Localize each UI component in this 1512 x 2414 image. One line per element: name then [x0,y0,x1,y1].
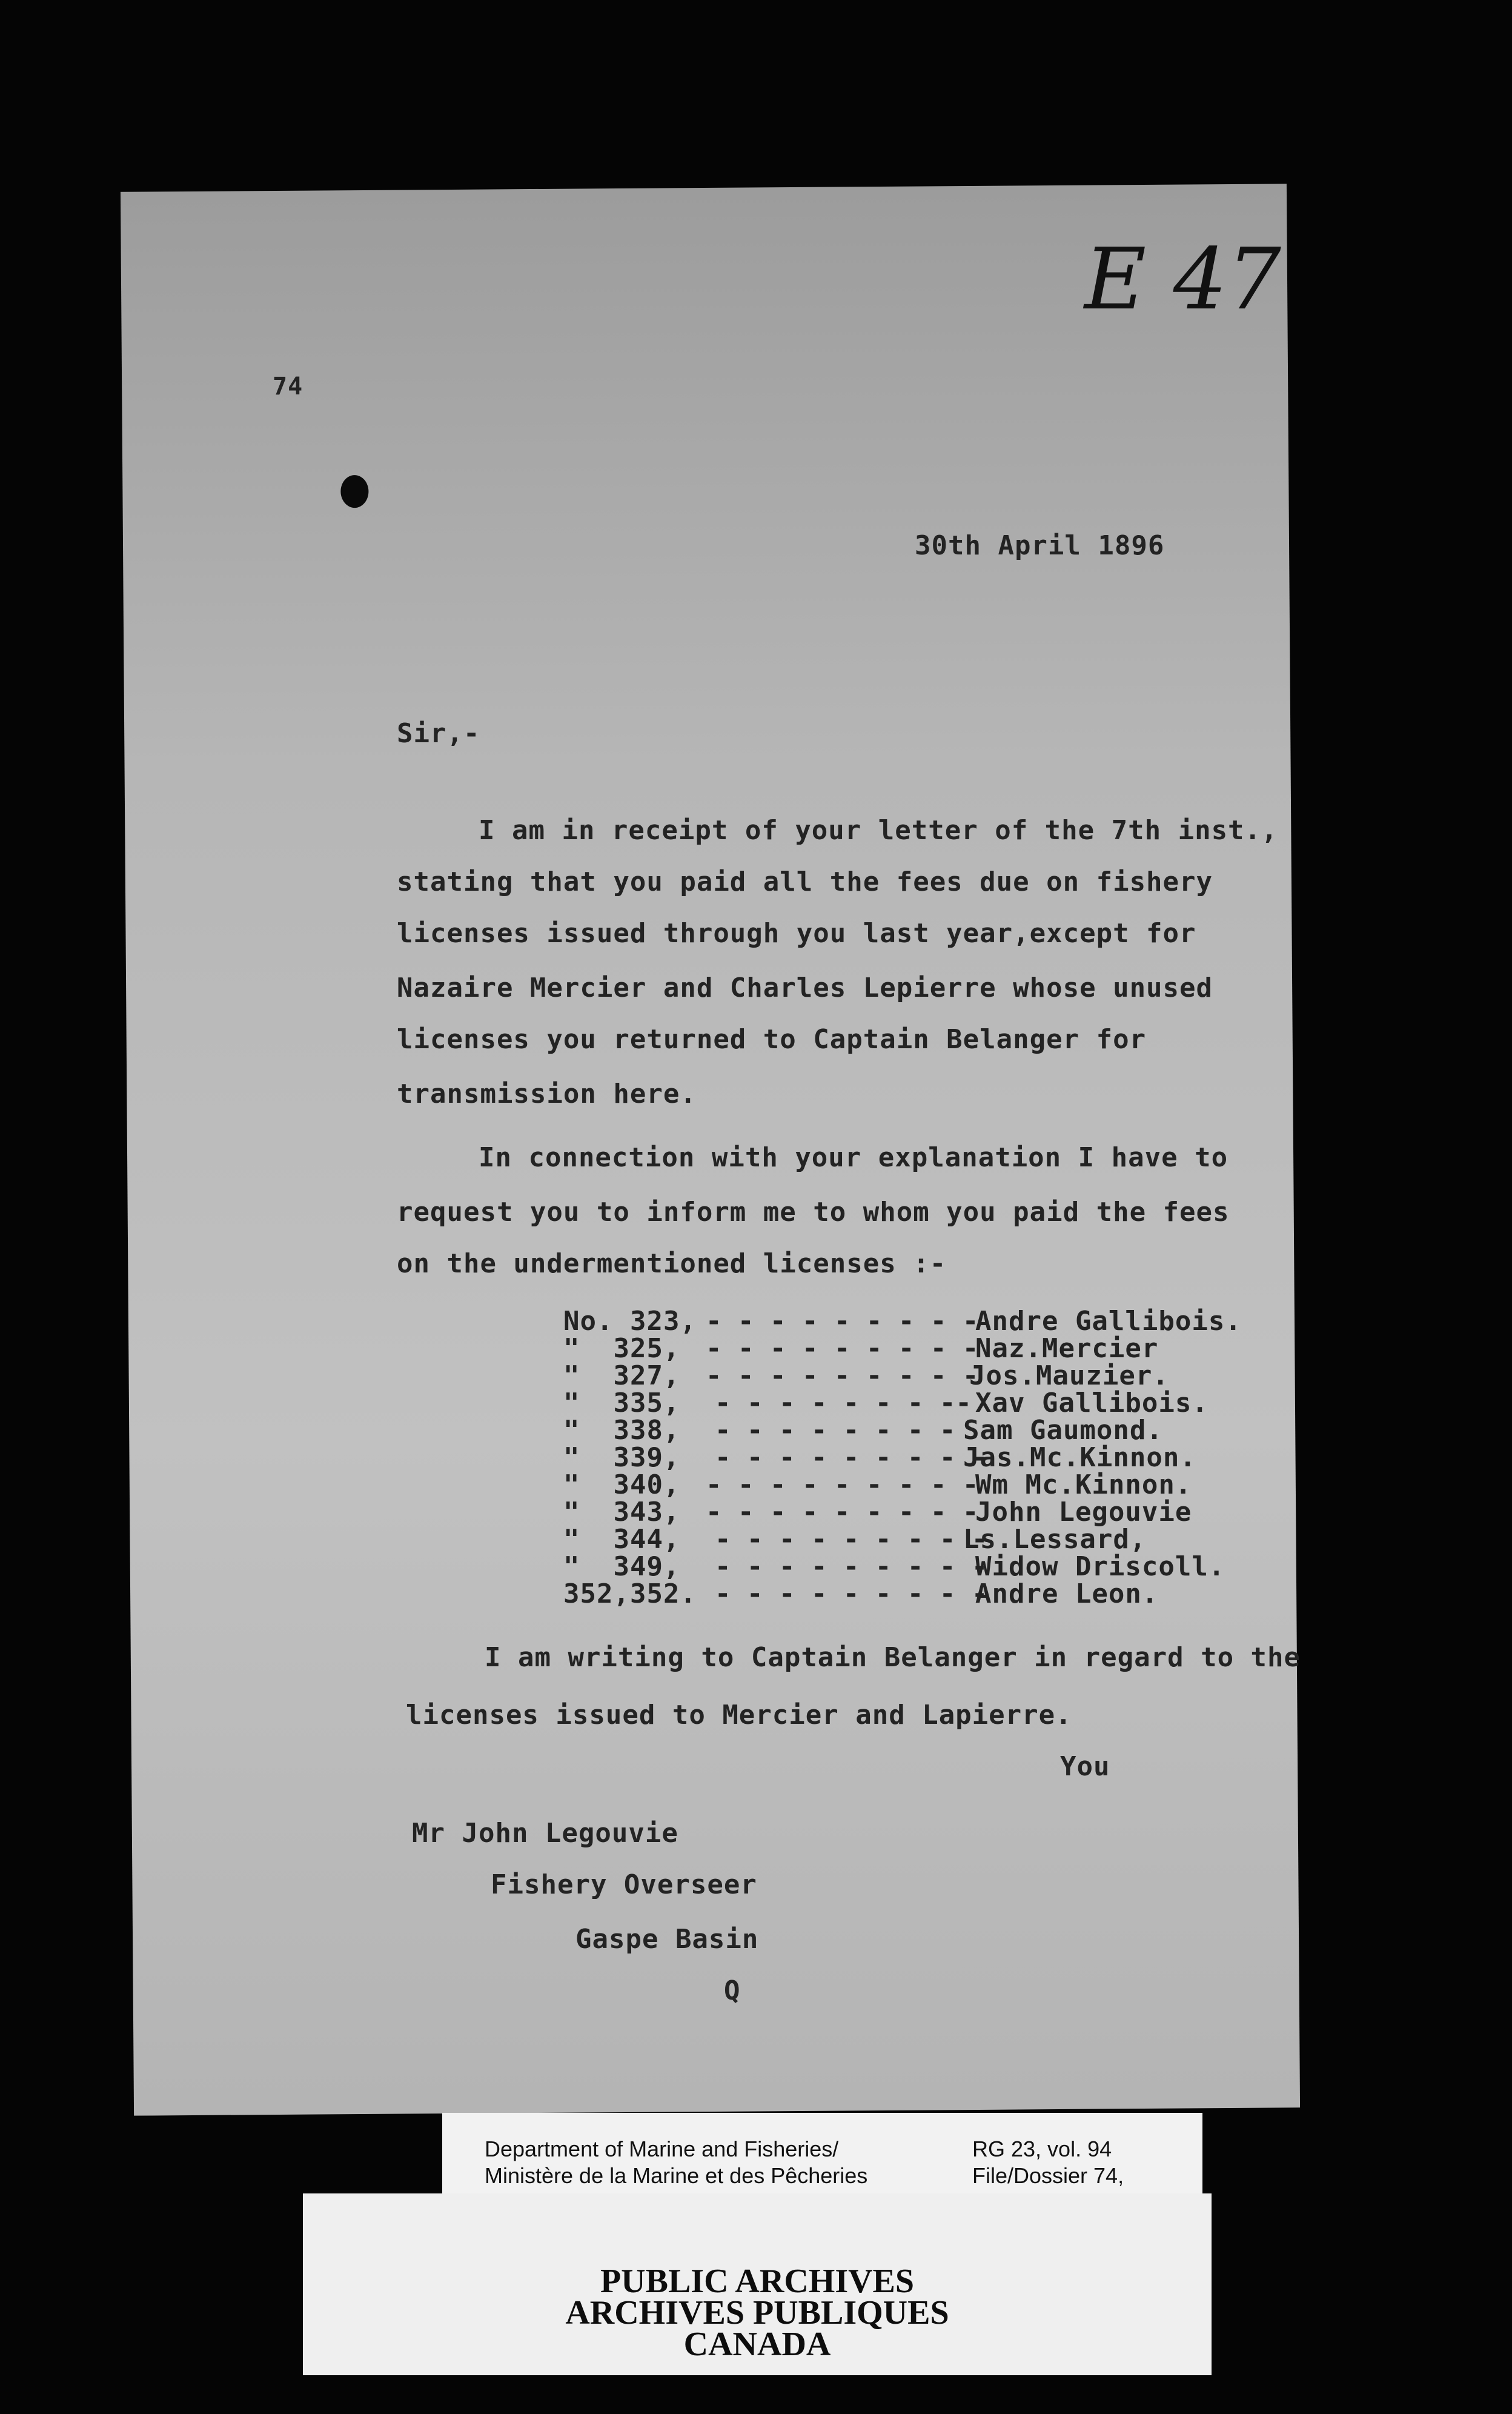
body-line: stating that you paid all the fees due on fishery [397,866,1213,897]
license-name: Sam Gaumond. [963,1415,1163,1446]
leader-dashes: - - - - - - - - [715,1415,956,1446]
license-number: 352,352. [563,1578,697,1609]
punch-hole [340,475,368,508]
archives-stamp [303,2193,1212,2375]
leader-dashes: - - - - - - - - - [715,1442,988,1473]
license-name: Ls.Lessard, [963,1524,1147,1555]
body-line: on the undermentioned licenses :- [397,1248,947,1279]
license-name: Widow Driscoll. [975,1551,1225,1582]
leader-dashes: - - - - - - - - - [715,1551,988,1582]
salutation: Sir,- [397,718,480,749]
province-initial: Q [724,1975,741,2006]
closing: You [1060,1751,1110,1782]
license-name: Jos.Mauzier. [969,1360,1169,1391]
body-line: transmission here. [397,1079,697,1109]
leader-dashes: - - - - - - - - - [706,1469,979,1500]
record-group: RG 23, vol. 94 [972,2136,1112,2161]
leader-dashes: - - - - - - - - - [715,1578,988,1609]
license-name: Andre Gallibois. [975,1306,1242,1337]
body-line: request you to inform me to whom you paid the fees [397,1197,1230,1228]
letter-date: 30th April 1896 [915,530,1165,561]
leader-dashes: - - - - - - - - - [706,1497,979,1528]
handwritten-annotation: E 47 [1084,230,1281,329]
license-name: Naz.Mercier [975,1333,1159,1364]
license-name: Andre Leon. [975,1578,1159,1609]
body-line: In connection with your explanation I have to [479,1142,1228,1173]
leader-dashes: - - - - - - - - - [706,1306,979,1337]
license-name: John Legouvie [975,1497,1192,1528]
license-name: Jas.Mc.Kinnon. [963,1442,1196,1473]
recipient-location: Gaspe Basin [575,1924,759,1955]
leader-dashes: - - - - - - - - - [715,1524,988,1555]
license-number: " 343, [563,1497,680,1528]
license-number: " 344, [563,1524,680,1555]
recipient-name: Mr John Legouvie [412,1818,678,1849]
body-line: licenses you returned to Captain Belanger for [397,1024,1147,1055]
department-english: Department of Marine and Fisheries/ [485,2136,839,2161]
stamp-line-country: CANADA [683,2326,831,2363]
license-number: " 340, [563,1469,680,1500]
file-number: File/Dossier 74, [972,2163,1124,2188]
license-name: Wm Mc.Kinnon. [975,1469,1192,1500]
body-line: Nazaire Mercier and Charles Lepierre whose unused [397,973,1213,1003]
license-number: " 339, [563,1442,680,1473]
department-french: Ministère de la Marine et des Pêcheries [485,2163,868,2188]
body-line: licenses issued to Mercier and Lapierre. [406,1700,1072,1731]
page-number: 74 [273,373,303,401]
license-name: Xav Gallibois. [975,1388,1209,1418]
body-line: I am writing to Captain Belanger in regard to the [485,1642,1301,1673]
stamp-line-english: PUBLIC ARCHIVES [600,2263,915,2300]
leader-dashes: - - - - - - - -- [715,1388,972,1418]
leader-dashes: - - - - - - - - - [706,1333,979,1364]
body-line: licenses issued through you last year,except for [397,918,1196,949]
license-number: " 327, [563,1360,680,1391]
recipient-title: Fishery Overseer [491,1869,757,1900]
license-number: " 338, [563,1415,680,1446]
license-number: " 325, [563,1333,680,1364]
body-line: I am in receipt of your letter of the 7th inst., [479,815,1278,846]
license-number: No. 323, [563,1306,697,1337]
license-number: " 335, [563,1388,680,1418]
stamp-line-french: ARCHIVES PUBLIQUES [565,2294,949,2332]
leader-dashes: - - - - - - - - - [706,1360,979,1391]
license-number: " 349, [563,1551,680,1582]
